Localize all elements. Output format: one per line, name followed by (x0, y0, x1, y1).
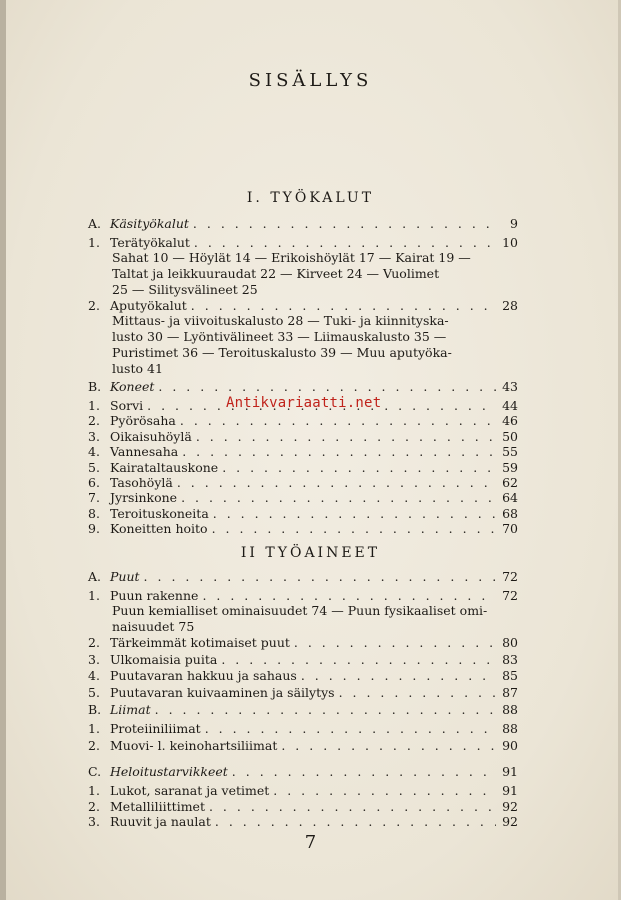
dot-leader (181, 490, 496, 506)
section-heading-tyokalut: I. TYÖKALUT (246, 190, 375, 206)
entry-page: 68 (502, 505, 518, 521)
entry-title: Oikaisuhöylä (110, 428, 192, 444)
entry-detail-line: 25 — Silitysvälineet 25 (112, 282, 258, 297)
dot-leader (155, 702, 496, 718)
entry-number: 8. (88, 505, 100, 521)
entry-number: 4. (88, 668, 100, 683)
entry-title: Pyörösaha (110, 413, 176, 429)
toc-entry (88, 737, 518, 754)
entry-title: Käsityökalut (110, 216, 189, 231)
entry-detail-line: Sahat 10 — Höylät 14 — Erikoishöylät 17 — Kairat 19 — (112, 250, 471, 265)
dot-leader (209, 799, 496, 815)
toc-entry (88, 475, 518, 491)
page-number: 7 (304, 832, 317, 853)
entry-page: 92 (502, 798, 518, 814)
entry-title: Kairataltauskone (110, 459, 219, 475)
entry-letter: A. (88, 216, 102, 231)
entry-page: 43 (502, 379, 518, 394)
dot-leader (196, 429, 496, 445)
toc-entry (88, 651, 518, 668)
entry-letter: C. (88, 764, 102, 779)
entry-page: 72 (502, 588, 518, 603)
entry-title: Puutavaran kuivaaminen ja säilytys (110, 684, 335, 700)
entry-number: 9. (88, 521, 100, 537)
toc-entry-teratyokalut (88, 235, 518, 251)
entry-page: 91 (502, 783, 518, 798)
entry-number: 2. (88, 798, 100, 814)
toc-entry (88, 721, 518, 737)
toc-entry (88, 444, 518, 460)
entry-letter: B. (88, 702, 102, 717)
toc-entry (88, 521, 518, 537)
entry-title: Tasohöylä (110, 475, 173, 490)
entry-title: Koneet (110, 379, 155, 394)
toc-entry (88, 668, 518, 684)
toc-entry (88, 798, 518, 815)
toc-entry (88, 428, 518, 445)
entry-number: 1. (88, 398, 100, 413)
entry-page: 70 (502, 521, 518, 537)
entry-page: 80 (502, 635, 518, 650)
entry-detail-line: Taltat ja leikkuuraudat 22 — Kirveet 24 — Vuolimet (112, 266, 440, 281)
entry-title: Puun rakenne (110, 588, 199, 603)
entry-page: 64 (502, 490, 518, 506)
entry-title: Tärkeimmät kotimaiset puut (110, 635, 290, 650)
dot-leader (281, 738, 496, 754)
entry-page: 50 (502, 428, 518, 444)
entry-title: Ulkomaisia puita (110, 651, 218, 667)
dot-leader (205, 721, 496, 737)
dot-leader (202, 588, 496, 604)
entry-title: Vannesaha (110, 444, 179, 460)
entry-title: Muovi- l. keinohartsiliimat (110, 737, 278, 753)
entry-number: 7. (88, 490, 100, 506)
entry-detail-line: Puristimet 36 — Teroituskalusto 39 — Muu aputyöka- (112, 345, 452, 360)
toc-entry-liimat (88, 702, 518, 718)
entry-page: 62 (502, 475, 518, 490)
toc-entry (88, 459, 518, 476)
entry-page: 44 (502, 398, 518, 413)
entry-title: Jyrsinkone (110, 490, 178, 506)
entry-number: 3. (88, 814, 100, 829)
page-title: SISÄLLYS (248, 70, 373, 91)
entry-number: 1. (88, 235, 100, 250)
toc-entry (88, 783, 518, 799)
entry-title: Ruuvit ja naulat (110, 814, 211, 829)
entry-page: 88 (502, 702, 518, 717)
entry-title: Koneitten hoito (110, 521, 208, 537)
toc-entry-heloitustarvikkeet (88, 764, 518, 780)
entry-page: 10 (502, 235, 518, 250)
entry-number: 3. (88, 651, 100, 667)
entry-title: Aputyökalut (110, 298, 187, 313)
dot-leader (158, 379, 496, 395)
dot-leader (222, 460, 496, 476)
entry-number: 6. (88, 475, 100, 490)
entry-page: 55 (502, 444, 518, 460)
entry-detail-line: lusto 30 — Lyöntivälineet 33 — Liimauskalusto 35 — (112, 329, 447, 344)
dot-leader (215, 814, 496, 830)
dot-leader (177, 475, 496, 491)
entry-number: 3. (88, 428, 100, 444)
entry-page: 91 (502, 764, 518, 779)
dot-leader (212, 521, 496, 537)
toc-entry (88, 505, 518, 522)
entry-page: 88 (502, 721, 518, 736)
entry-page: 92 (502, 814, 518, 829)
entry-number: 1. (88, 783, 100, 798)
entry-page: 90 (502, 737, 518, 753)
entry-page: 9 (510, 216, 518, 231)
entry-page: 85 (502, 668, 518, 683)
entry-title: Terätyökalut (110, 235, 190, 250)
dot-leader (144, 569, 496, 585)
entry-number: 2. (88, 737, 100, 753)
toc-entry-koneet (88, 379, 518, 395)
entry-title: Heloitustarvikkeet (110, 764, 228, 779)
entry-number: 1. (88, 721, 100, 736)
entry-detail-line: lusto 41 (112, 361, 163, 376)
entry-page: 83 (502, 651, 518, 667)
entry-number: 2. (88, 635, 100, 650)
toc-entry-puut (88, 569, 518, 585)
dot-leader (301, 668, 496, 684)
toc-entry-aputyokalut (88, 298, 518, 314)
entry-title: Teroituskoneita (110, 505, 209, 521)
entry-page: 87 (502, 684, 518, 700)
entry-title: Liimat (110, 702, 151, 717)
dot-leader (182, 444, 496, 460)
entry-detail-line: Puun kemialliset ominaisuudet 74 — Puun fysikaaliset omi- (112, 603, 488, 618)
toc-entry (88, 814, 518, 830)
entry-title: Proteiiniliimat (110, 721, 201, 736)
dot-leader (180, 413, 496, 429)
dot-leader (273, 783, 496, 799)
entry-number: 5. (88, 459, 100, 475)
entry-title: Lukot, saranat ja vetimet (110, 783, 270, 798)
entry-number: 2. (88, 413, 100, 429)
entry-page: 72 (502, 569, 518, 584)
dot-leader (193, 216, 496, 232)
dot-leader (213, 506, 496, 522)
toc-entry (88, 684, 518, 701)
dot-leader (339, 685, 496, 701)
entry-number: 4. (88, 444, 100, 460)
entry-number: 5. (88, 684, 100, 700)
entry-title: Sorvi (110, 398, 144, 413)
toc-entry-kasityokalut (88, 216, 518, 232)
entry-detail-line: naisuudet 75 (112, 619, 195, 634)
entry-title: Metalliliittimet (110, 798, 205, 814)
toc-entry-puun-rakenne (88, 588, 518, 604)
entry-letter: A. (88, 569, 102, 584)
toc-entry (88, 413, 518, 429)
toc-entry (88, 490, 518, 506)
entry-page: 46 (502, 413, 518, 429)
entry-number: 1. (88, 588, 100, 603)
watermark-text: Antikvariaatti.net (226, 395, 382, 411)
entry-title: Puut (110, 569, 140, 584)
entry-title: Puutavaran hakkuu ja sahaus (110, 668, 297, 683)
dot-leader (232, 764, 496, 780)
dot-leader (194, 235, 496, 251)
entry-number: 2. (88, 298, 100, 313)
toc-entry (88, 635, 518, 651)
dot-leader (191, 298, 496, 314)
dot-leader (221, 652, 496, 668)
dot-leader (294, 635, 496, 651)
entry-letter: B. (88, 379, 102, 394)
entry-detail-line: Mittaus- ja viivoituskalusto 28 — Tuki- ja kiinnityska- (112, 313, 449, 328)
entry-page: 59 (502, 459, 518, 475)
entry-page: 28 (502, 298, 518, 313)
section-heading-tyoaineet: II TYÖAINEET (240, 545, 381, 561)
